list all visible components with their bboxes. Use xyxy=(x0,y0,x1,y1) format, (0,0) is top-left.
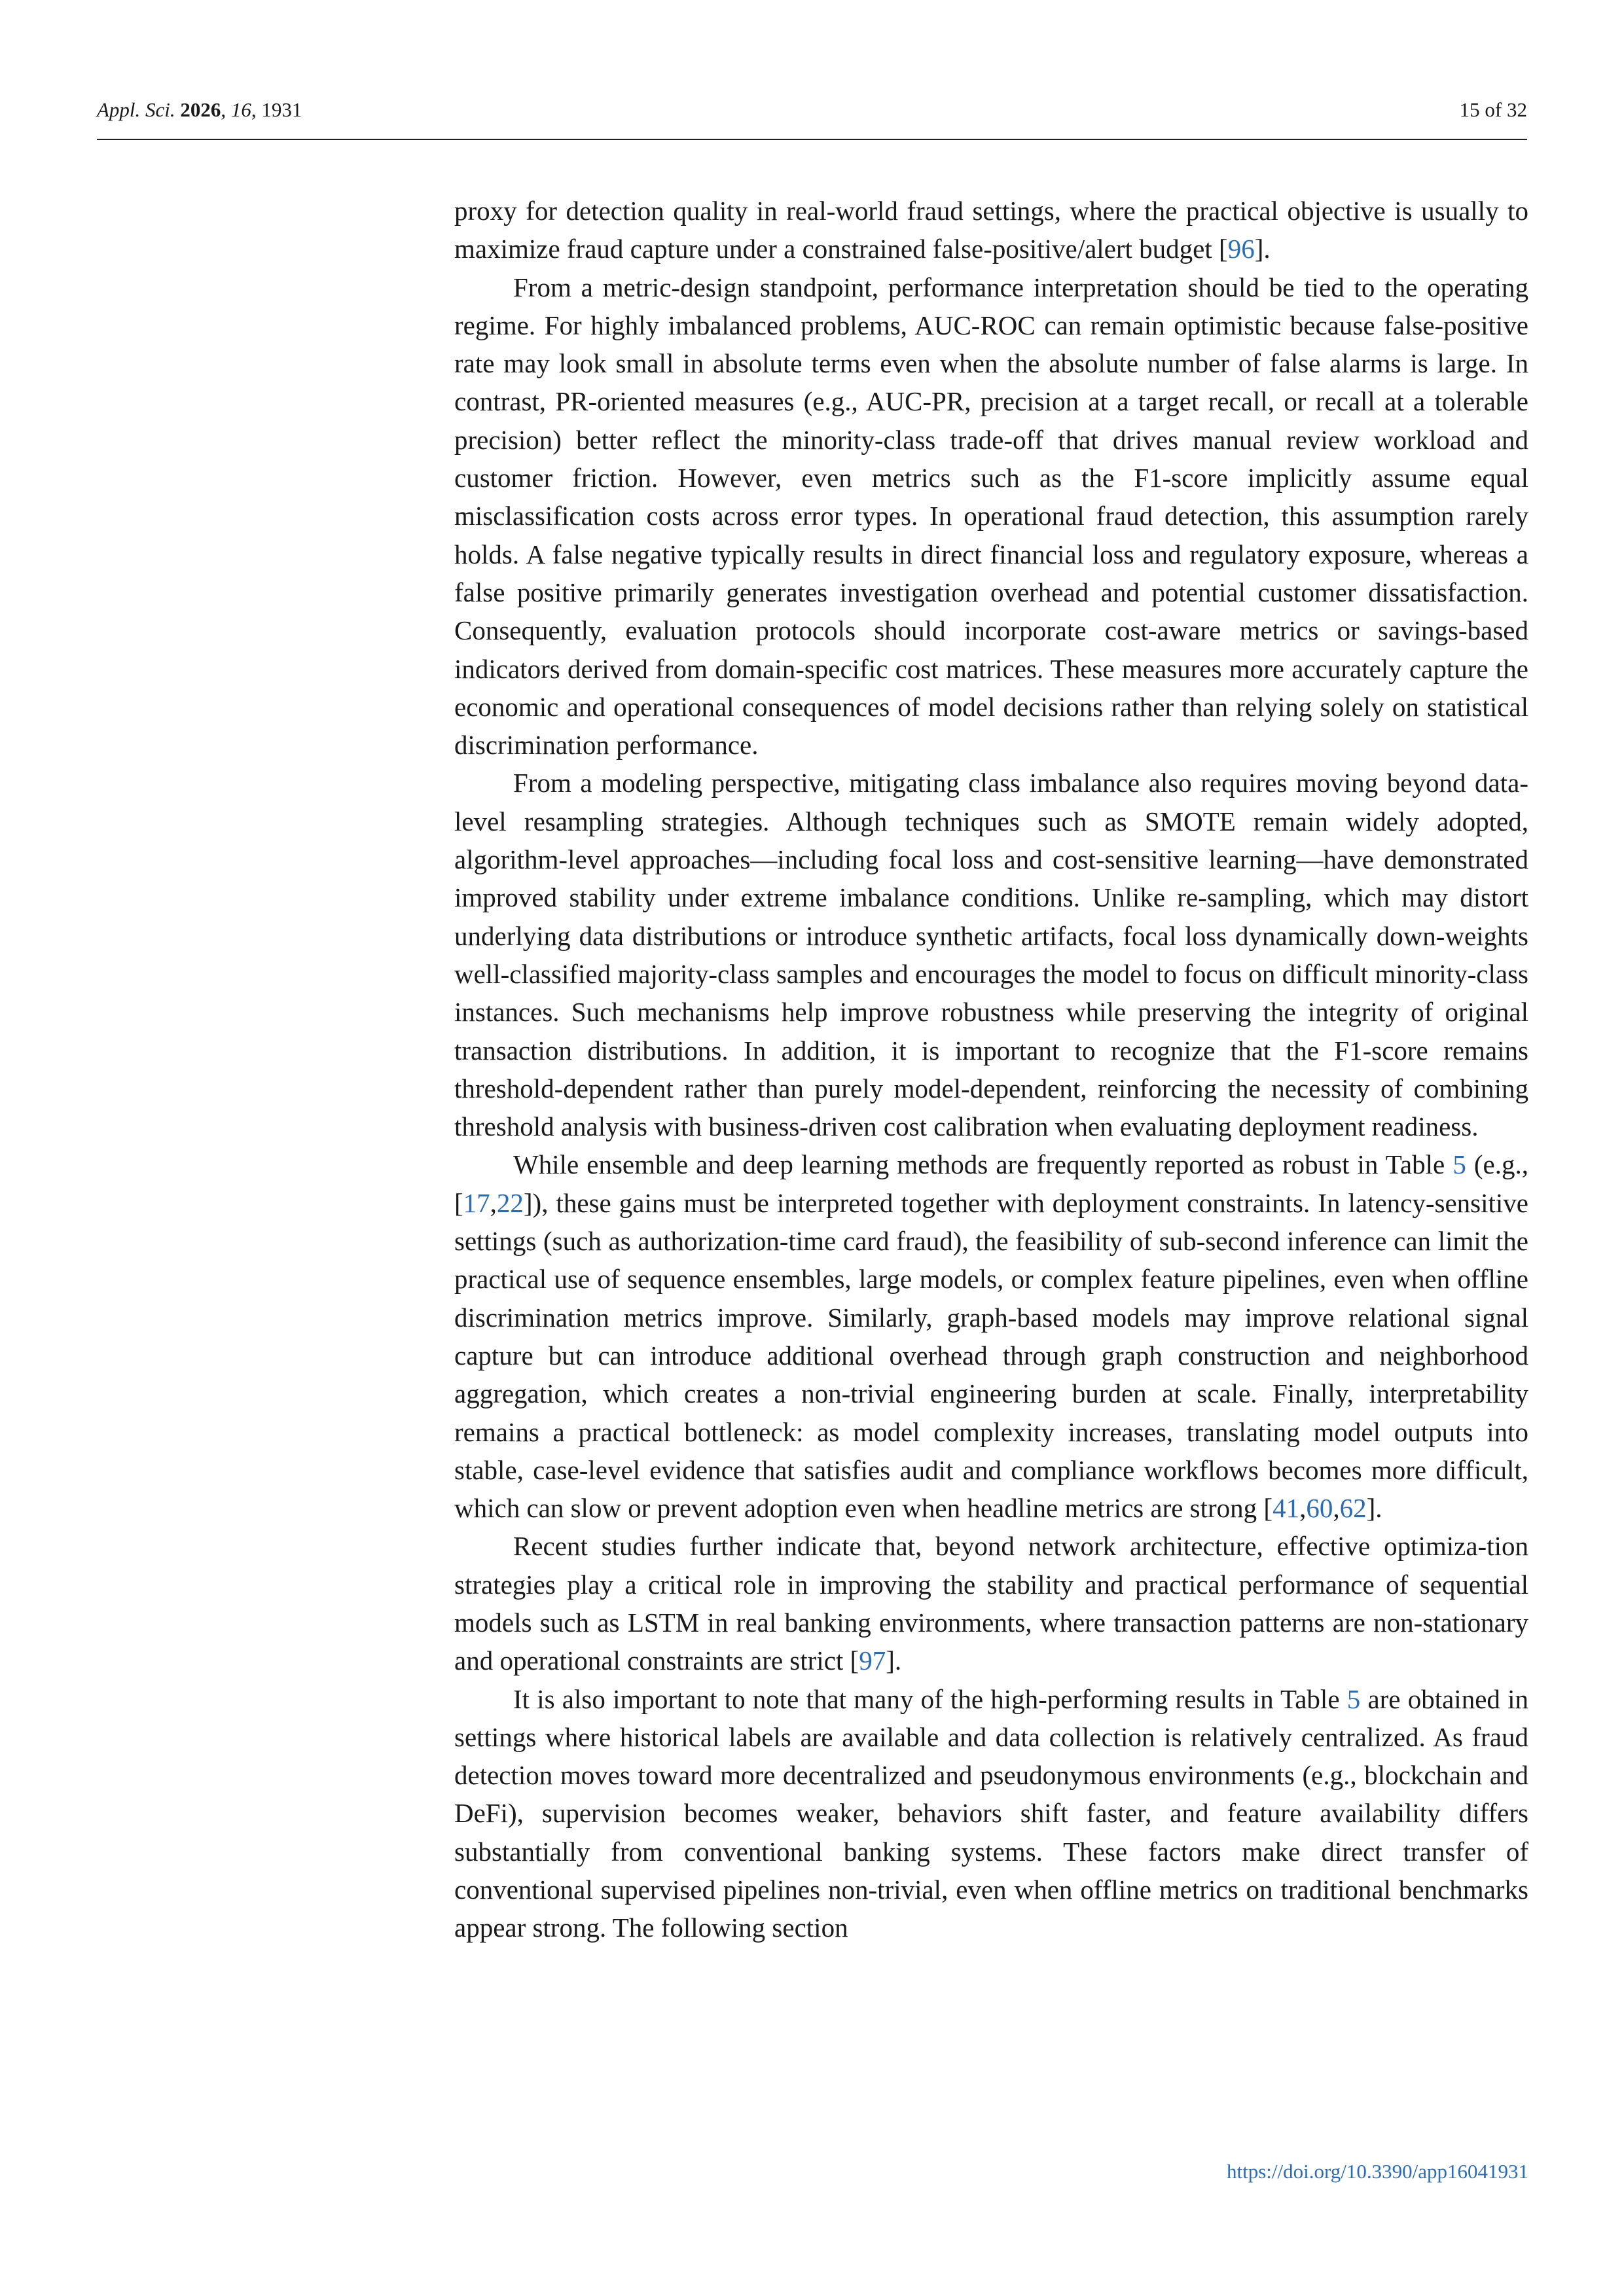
doi-link[interactable]: https://doi.org/10.3390/app16041931 xyxy=(1227,2160,1528,2183)
body-paragraph xyxy=(454,764,1528,1145)
body-paragraph xyxy=(454,192,1528,268)
citation-link[interactable]: 41 xyxy=(1272,1493,1300,1524)
citation-link[interactable]: 62 xyxy=(1339,1493,1367,1524)
citation-link[interactable]: 22 xyxy=(496,1187,524,1218)
paragraph-text: From a metric-design standpoint, performance interpretation should be tied to the operating regime. For highly imbalanced problems, AUC-ROC can remain optimistic because false-positive rate may look small in absolute terms even when the absolute number of false alarms is large. In contrast, PR-oriented measures (e.g., AUC-PR, precision at a target recall, or recall at a tolerable precision) better reflect the minority-class trade-off that drives manual review workload and customer friction. However, even metrics such as the F1-score implicitly assume equal misclassification costs across error types. In operational fraud detection, this assumption rarely holds. A false negative typically results in direct financial loss and regulatory exposure, whereas a false positive primarily generates investigation overhead and potential customer dissatisfaction. Consequently, evaluation protocols should incorporate cost-aware metrics or savings-based indicators derived from domain-specific cost matrices. These measures more accurately capture the economic and operational consequences of model decisions rather than relying solely on statistical discrimination performance. xyxy=(454,272,1528,761)
body-paragraph xyxy=(454,1527,1528,1679)
volume-number: 16 xyxy=(230,98,251,121)
page-number: 15 of 32 xyxy=(1459,98,1527,121)
paragraph-text: proxy for detection quality in real-world fraud settings, where the practical objective is usually to maximize fraud capture under a constrained false-positive/alert budget [ xyxy=(454,196,1528,264)
paragraph-text: , xyxy=(1333,1493,1340,1524)
journal-citation: Appl. Sci. 2026, 16, 1931 xyxy=(97,98,302,121)
paragraph-text: ]. xyxy=(886,1645,902,1676)
page-header xyxy=(97,92,1527,140)
article-number: 1931 xyxy=(261,98,302,121)
paragraph-text: are obtained in settings where historical labels are available and data collection is relatively centralized. As fraud detection moves toward more decentralized and pseudonymous environments (e.g., blockchain and DeFi), supervision becomes weaker, behaviors shift faster, and feature availability differs substantially from conventional banking systems. These factors make direct transfer of conventional supervised pipelines non-trivial, even when offline metrics on traditional benchmarks appear strong. The following section xyxy=(454,1683,1528,1943)
paragraph-text: From a modeling perspective, mitigating class imbalance also requires moving beyond data-level resampling strategies. Although techniques such as SMOTE remain widely adopted, algorithm-level approaches—including focal loss and cost-sensitive learning—have demonstrated improved stability under extreme imbalance conditions. Unlike re-sampling, which may distort underlying data distributions or introduce synthetic artifacts, focal loss dynamically down-weights well-classified majority-class samples and encourages the model to focus on difficult minority-class instances. Such mechanisms help improve robustness while preserving the integrity of original transaction distributions. In addition, it is important to recognize that the F1-score remains threshold-dependent rather than purely model-dependent, reinforcing the necessity of combining threshold analysis with business-driven cost calibration when evaluating deployment readiness. xyxy=(454,768,1528,1142)
paragraph-text: ]. xyxy=(1254,234,1271,264)
citation-link[interactable]: 60 xyxy=(1306,1493,1333,1524)
paragraph-text: While ensemble and deep learning methods are frequently reported as robust in Table xyxy=(513,1149,1453,1180)
citation-link[interactable]: 5 xyxy=(1346,1683,1361,1714)
article-body xyxy=(454,192,1528,1947)
paragraph-text: It is also important to note that many of the high-performing results in Table xyxy=(513,1683,1347,1714)
publication-year: 2026 xyxy=(180,98,221,121)
citation-link[interactable]: 5 xyxy=(1453,1149,1466,1180)
body-paragraph xyxy=(454,1680,1528,1947)
paragraph-text: , xyxy=(1299,1493,1307,1524)
journal-name: Appl. Sci. xyxy=(97,98,175,121)
citation-link[interactable]: 96 xyxy=(1227,234,1255,264)
paragraph-text: Recent studies further indicate that, beyond network architecture, effective optimiza-tion strategies play a critical role in improving the stability and practical performance of sequential models such as LSTM in real banking environments, where transaction patterns are non-stationary and operational constraints are strict [ xyxy=(454,1531,1528,1676)
paragraph-text: ]), these gains must be interpreted together with deployment constraints. In latency-sensitive settings (such as authorization-time card fraud), the feasibility of sub-second inference can limit the practical use of sequence ensembles, large models, or complex feature pipelines, even when offline discrimination metrics improve. Similarly, graph-based models may improve relational signal capture but can introduce additional overhead through graph construction and neighborhood aggregation, which creates a non-trivial engineering burden at scale. Finally, interpretability remains a practical bottleneck: as model complexity increases, translating model outputs into stable, case-level evidence that satisfies audit and compliance workflows becomes more difficult, which can slow or prevent adoption even when headline metrics are strong [ xyxy=(454,1187,1528,1524)
paragraph-text: ]. xyxy=(1366,1493,1382,1524)
paragraph-text: , xyxy=(490,1187,497,1218)
body-paragraph xyxy=(454,268,1528,764)
body-paragraph xyxy=(454,1145,1528,1527)
paragraph-text: (e.g., [ xyxy=(454,1149,1528,1218)
citation-link[interactable]: 17 xyxy=(463,1187,490,1218)
citation-link[interactable]: 97 xyxy=(859,1645,886,1676)
